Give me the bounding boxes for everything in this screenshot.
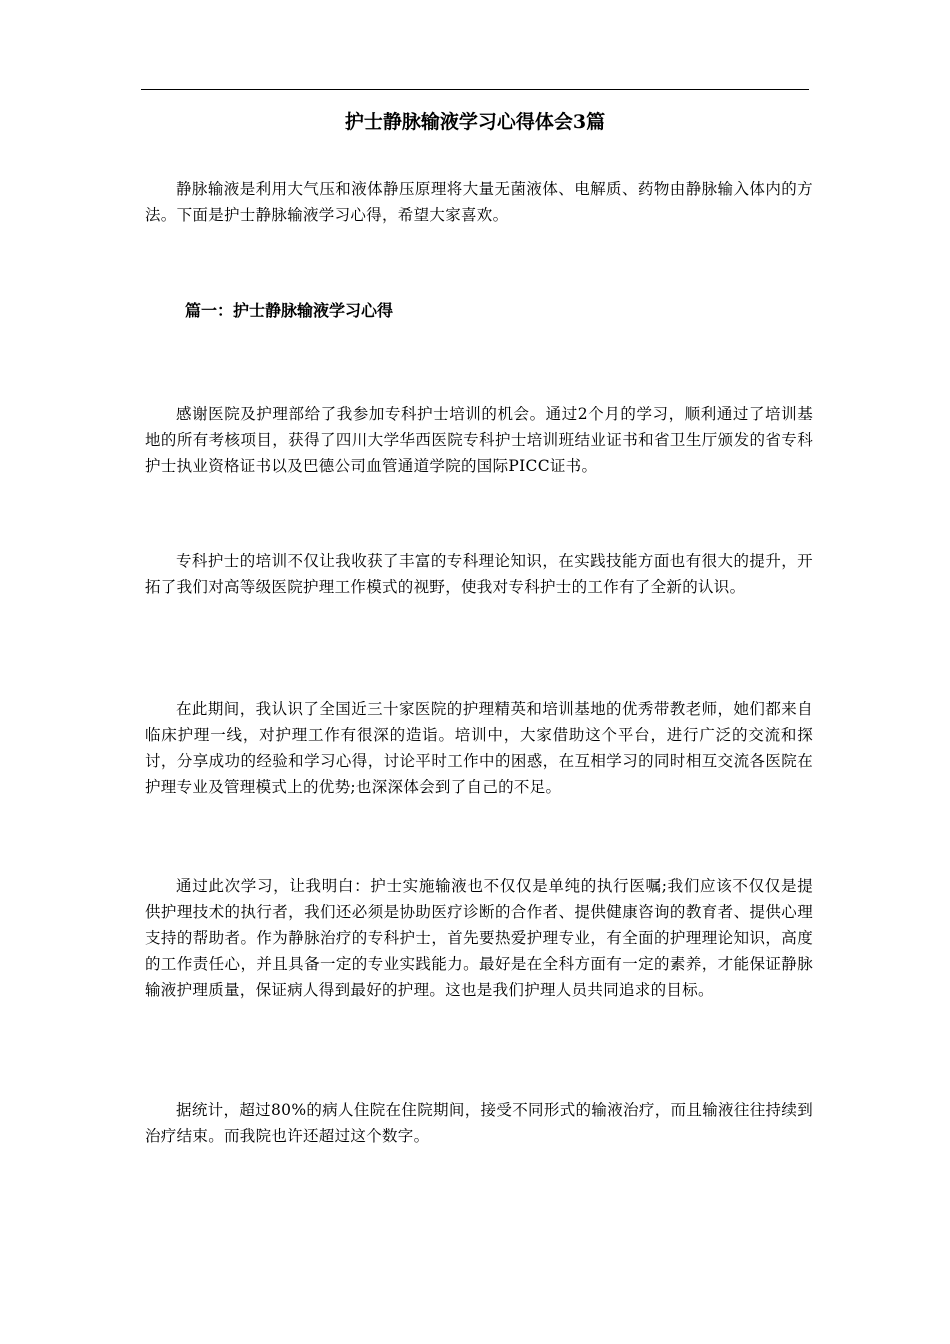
body-paragraph: 通过此次学习，让我明白：护士实施输液也不仅仅是单纯的执行医嘱;我们应该不仅仅是提供护理技术的执行者，我们还必须是协助医疗诊断的合作者、提供健康咨询的教育者、提供心理支持的帮助者。作为静脉治疗的专科护士，首先要热爱护理专业，有全面的护理理论知识，高度的工作责任心，并且具备一定的专业实践能力。最好是在全科方面有一定的素养，才能保证静脉输液护理质量，保证病人得到最好的护理。这也是我们护理人员共同追求的目标。 <box>145 877 813 999</box>
body-paragraph: 据统计，超过80%的病人住院在住院期间，接受不同形式的输液治疗，而且输液往往持续到治疗结束。而我院也许还超过这个数字。 <box>145 1101 813 1145</box>
header-rule <box>141 89 809 90</box>
body-paragraph: 在此期间，我认识了全国近三十家医院的护理精英和培训基地的优秀带教老师，她们都来自临床护理一线，对护理工作有很深的造诣。培训中，大家借助这个平台，进行广泛的交流和探讨，分享成功的经验和学习心得，讨论平时工作中的困惑，在互相学习的同时相互交流各医院在护理专业及管理模式上的优势;也深深体会到了自己的不足。 <box>145 700 813 796</box>
document-title: 护士静脉输液学习心得体会3篇 <box>344 111 606 133</box>
body-paragraph: 专科护士的培训不仅让我收获了丰富的专科理论知识，在实践技能方面也有很大的提升，开拓了我们对高等级医院护理工作模式的视野，使我对专科护士的工作有了全新的认识。 <box>145 552 813 596</box>
section-heading: 篇一：护士静脉输液学习心得 <box>185 301 394 320</box>
body-paragraph: 感谢医院及护理部给了我参加专科护士培训的机会。通过2个月的学习，顺利通过了培训基地的所有考核项目，获得了四川大学华西医院专科护士培训班结业证书和省卫生厅颁发的省专科护士执业资格证书以及巴德公司血管通道学院的国际PICC证书。 <box>145 405 813 475</box>
intro-paragraph: 静脉输液是利用大气压和液体静压原理将大量无菌液体、电解质、药物由静脉输入体内的方法。下面是护士静脉输液学习心得，希望大家喜欢。 <box>145 180 813 224</box>
